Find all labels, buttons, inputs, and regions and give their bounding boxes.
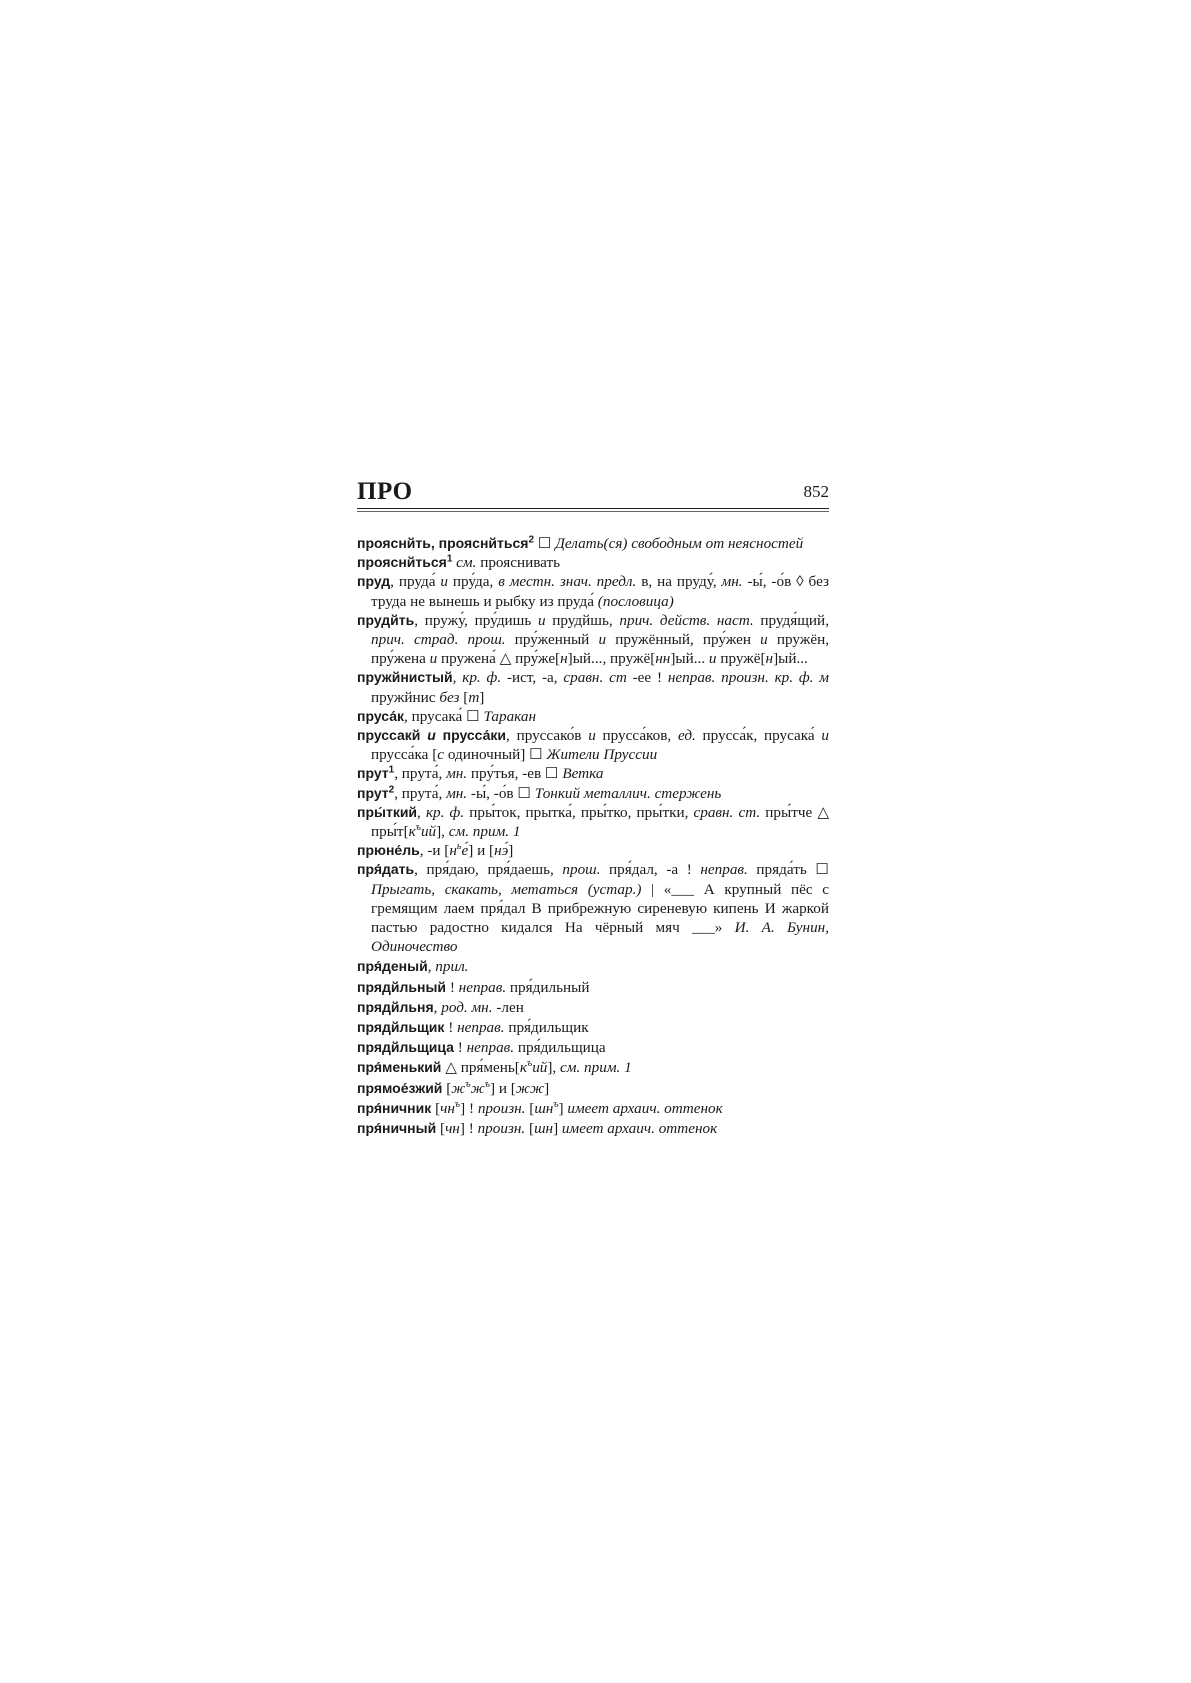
dictionary-entry: прядйльщик ! неправ. пря́дильщик [357, 1019, 589, 1037]
header-rule [357, 508, 829, 509]
dictionary-entry: прояснйть, прояснйться$^2$ ☐ Делать(ся) свободным от неясностей [357, 534, 804, 552]
dictionary-entry: прюне́ль, -и $[н^ье́]$ и [нэ́] [357, 841, 514, 860]
dictionary-entry: пря́деный, прил. [357, 958, 469, 976]
page-number: 852 [803, 482, 829, 501]
dictionary-entry: прядйльный ! неправ. пря́дильный [357, 978, 590, 996]
dictionary-entry: прудйть, пружу́, пру́дишь и прудйшь, прич. действ. наст. прудя́щий, прич. страд. прош. пру́женный и пружённый, пру́жен и пружён, пру́жена и пружена́ △ пру́же[н]ый..., пружё[нн]ый... и пружё[н]ый... [357, 611, 829, 668]
header-rule-thin [357, 511, 829, 512]
dictionary-entry: пря́ничный [чн] ! произн. [шн] имеет архаич. оттенок [357, 1120, 718, 1138]
dictionary-entry: пря́ничник $[чн^ъ]$ ! произн. $[шн^ъ]$ имеет архаич. оттенок [357, 1098, 723, 1117]
dictionary-entry: пруссакй и прусса́ки, пруссако́в и прусса́ков, ед. прусса́к, прусака́ и прусса́ка [с одиночный] ☐ Жители Пруссии [357, 727, 829, 764]
dictionary-entry: пружйнистый, кр. ф. -ист, -а, сравн. ст -ее ! неправ. произн. кр. ф. м пружйнис без [т] [357, 669, 829, 706]
dictionary-entry: пря́менький △ $пря́мень[к^ъий]$, см. прим. 1 [357, 1058, 632, 1077]
dictionary-entry: пры́ткий, кр. ф. пры́ток, прытка́, пры́тко, пры́тки, сравн. ст. пры́тче △ $пры́т[к^ъий]$, см. прим. 1 [357, 803, 829, 841]
dictionary-entry: пря́дать, пря́даю, пря́даешь, прош. пря́дал, -а ! неправ. пряда́ть ☐ Прыгать, скакать, метаться (устар.) | «___ А крупный пёс с гремящим лаем пря́дал В прибрежную сиреневую кипень И жаркой пастью радостно кидался На чёрный мяч ___» И. А. Бунин, Одиночество [357, 861, 829, 956]
dictionary-entry: пруд, пруда́ и пру́да, в местн. знач. предл. в, на пруду́, мн. -ы́, -о́в ◊ без труда не вынешь и рыбку из пруда́ (пословица) [357, 573, 829, 610]
dictionary-entry: прут$^1$, прута́, мн. пру́тья, -ев ☐ Ветка [357, 764, 604, 783]
dictionary-entry: прут$^2$, прута́, мн. -ы́, -о́в ☐ Тонкий металлич. стержень [357, 783, 722, 802]
dictionary-entry: прядйльщица ! неправ. пря́дильщица [357, 1039, 606, 1057]
page-title: ПРО [357, 478, 413, 505]
page-header [357, 478, 829, 514]
dictionary-entry: прояснйться$^1$ см. прояснивать [357, 553, 561, 572]
entry-list [357, 534, 829, 1138]
dictionary-entry: пруса́к, прусака́ ☐ Таракан [357, 707, 537, 725]
dictionary-entry: прямое́зжий $[ж^ъж^ъ]$ и [жж] [357, 1078, 550, 1097]
dictionary-page [357, 478, 829, 1138]
dictionary-entry: прядйльня, род. мн. -лен [357, 998, 524, 1016]
